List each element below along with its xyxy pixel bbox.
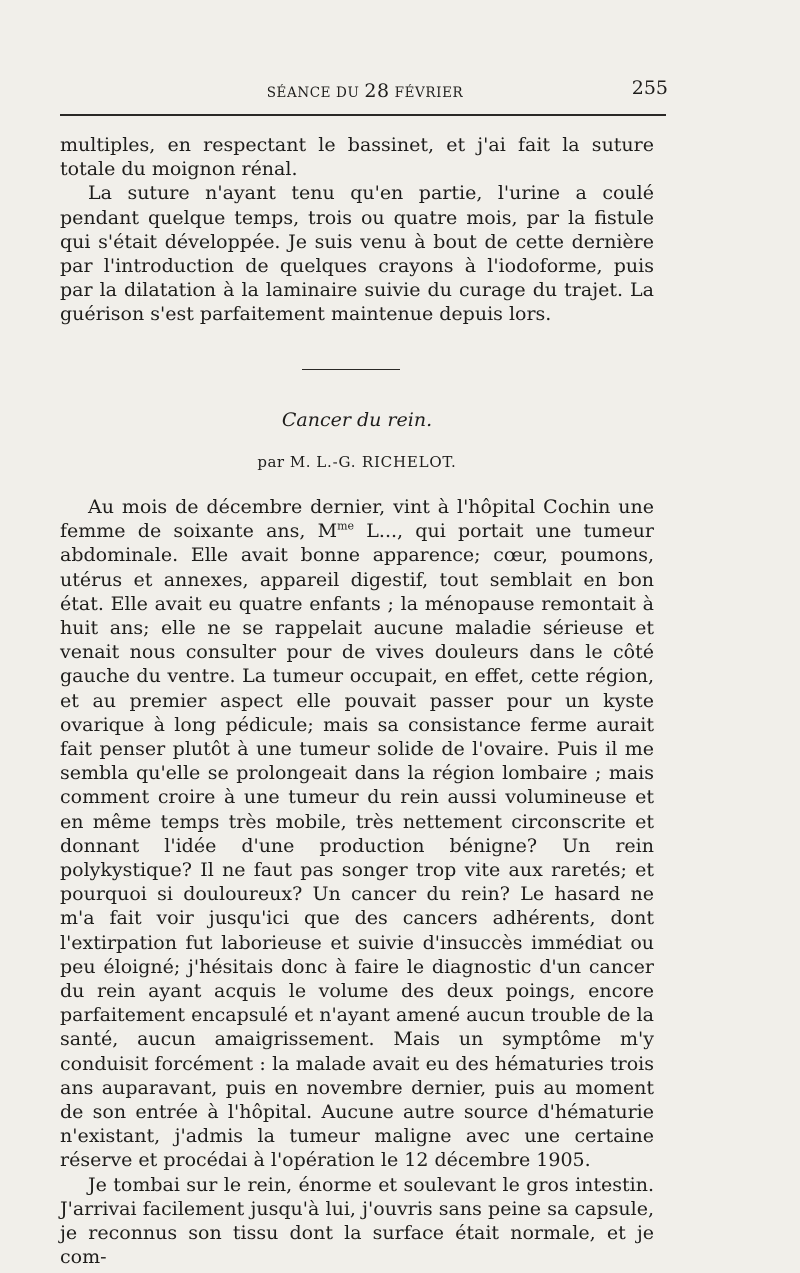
section-separator xyxy=(302,369,400,370)
author-line xyxy=(60,453,654,471)
section-title: Cancer du rein. xyxy=(281,409,433,431)
running-title-day: 28 xyxy=(364,80,390,102)
author-prefix: par M. xyxy=(257,453,317,471)
running-title-suffix: FÉVRIER xyxy=(389,85,464,101)
header-rule xyxy=(60,114,666,116)
page-number: 255 xyxy=(631,77,668,99)
body-text xyxy=(60,495,654,1270)
author-name: L.-G. RICHELOT. xyxy=(316,453,457,471)
running-head xyxy=(60,78,670,100)
running-title xyxy=(60,80,670,102)
body-paragraph-1 xyxy=(60,495,654,1173)
body-paragraph-2: Je tombai sur le rein, énorme et soulevant le gros intestin. J'arrivai facilement jusqu'à lui, j'ouvris sans peine sa capsule, je reconnus son tissu dont la surface était normale, et je com- xyxy=(60,1173,654,1269)
body-paragraph-1-part-a: Au mois de décembre dernier, vint à l'hôpital Cochin une femme de soixante ans, M xyxy=(60,496,654,543)
running-title-prefix: SÉANCE DU xyxy=(266,85,365,101)
intro-text xyxy=(60,133,654,327)
intro-paragraph-1: multiples, en respectant le bassinet, et j'ai fait la suture totale du moignon rénal. xyxy=(60,134,654,181)
intro-paragraph-2: La suture n'ayant tenu qu'en partie, l'urine a coulé pendant quelque temps, trois ou quatre mois, par la fistule qui s'était développée. Je suis venu à bout de cette dernière par l'introduction de quelques crayons à l'iodoforme, puis par la dilatation à la laminaire suivie du curage du trajet. La guérison s'est parfaitement maintenue depuis lors. xyxy=(60,182,654,326)
body-paragraph-1-part-b: L..., qui portait une tumeur abdominale. Elle avait bonne apparence; cœur, poumons, utérus et annexes, appareil digestif, tout semblait en bon état. Elle avait eu quatre enfants ; la ménopause remontait à huit ans; elle ne se rappelait aucune maladie sérieuse et venait nous consulter pour de vives douleurs dans le côté gauche du ventre. La tumeur occupait, en effet, cette région, et au premier aspect elle pouvait passer pour un kyste ovarique à long pédicule; mais sa consistance ferme aurait fait penser plutôt à une tumeur solide de l'ovaire. Puis il me sembla qu'elle se prolongeait dans la région lombaire ; mais comment croire à une tumeur du rein aussi volumineuse et en même temps très mobile, très nettement circonscrite et donnant l'idée d'une production bénigne? Un rein polykystique? Il ne faut pas songer trop vite aux raretés; et pourquoi si douloureux? Un cancer du rein? Le hasard ne m'a fait voir jusqu'ici que des cancers adhérents, dont l'extirpation fut laborieuse et suivie d'insuccès immédiat ou peu éloigné; j'hésitais donc à faire le diagnostic d'un cancer du rein ayant acquis le volume des deux poings, encore parfaitement encapsulé et n'ayant amené aucun trouble de la santé, aucun amaigrissement. Mais un symptôme m'y conduisit forcément : la malade avait eu des hématuries trois ans auparavant, puis en novembre dernier, puis au moment de son entrée à l'hôpital. Aucune autre source d'hématurie n'existant, j'admis la tumeur maligne avec une certaine réserve et procédai à l'opération le 12 décembre 1905. xyxy=(60,520,655,1172)
title-superscript: me xyxy=(337,519,355,533)
